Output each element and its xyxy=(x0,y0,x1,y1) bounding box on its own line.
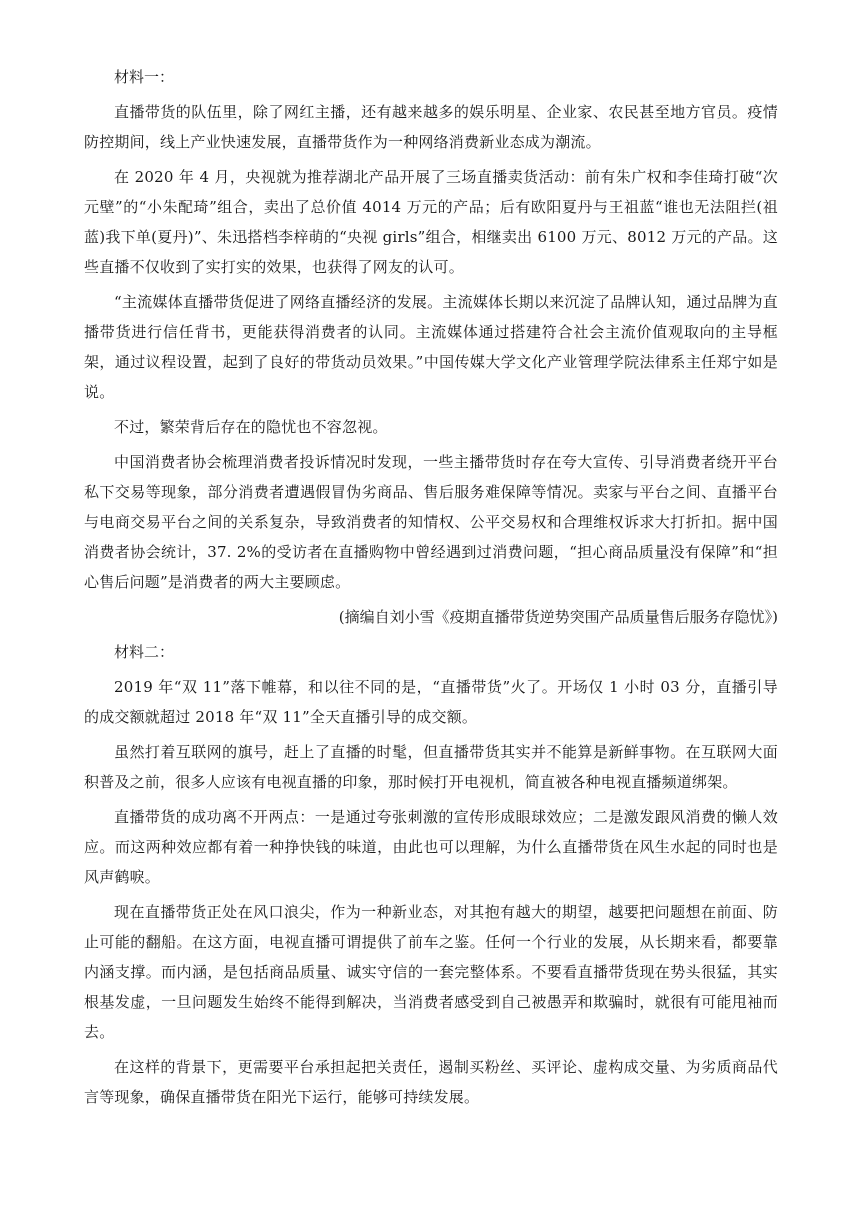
paragraph: 在 2020 年 4 月，央视就为推荐湖北产品开展了三场直播卖货活动：前有朱广权和李佳琦打破“次元壁”的“小朱配琦”组合，卖出了总价值 4014 万元的产品；后有欧阳夏丹与王祖蓝“谁也无法阻拦(祖蓝)我下单(夏丹)”、朱迅搭档李梓萌的“央视 girls”组合，相继卖出 6100 万元、8012 万元的产品。这些直播不仅收到了实打实的效果，也获得了网友的认可。 xyxy=(84,168,778,276)
material-two-heading: 材料二： xyxy=(114,643,175,661)
paragraph: “主流媒体直播带货促进了网络直播经济的发展。主流媒体长期以来沉淀了品牌认知，通过品牌为直播带货进行信任背书，更能获得消费者的认同。主流媒体通过搭建符合社会主流价值观取向的主导框架，通过议程设置，起到了良好的带货动员效果。”中国传媒大学文化产业管理学院法律系主任郑宁如是说。 xyxy=(84,293,778,401)
document-page xyxy=(84,62,778,1117)
paragraph: 现在直播带货正处在风口浪尖，作为一种新业态，对其抱有越大的期望，越要把问题想在前面、防止可能的翻船。在这方面，电视直播可谓提供了前车之鉴。任何一个行业的发展，从长期来看，都要靠内涵支撑。而内涵，是包括商品质量、诚实守信的一套完整体系。不要看直播带货现在势头很猛，其实根基发虚，一旦问题发生始终不能得到解决，当消费者感受到自己被愚弄和欺骗时，就很有可能甩袖而去。 xyxy=(84,903,778,1041)
paragraph: 在这样的背景下，更需要平台承担起把关责任，遏制买粉丝、买评论、虚构成交量、为劣质商品代言等现象，确保直播带货在阳光下运行，能够可持续发展。 xyxy=(84,1058,778,1106)
paragraph: 直播带货的成功离不开两点：一是通过夸张刺激的宣传形成眼球效应；二是激发跟风消费的懒人效应。而这两种效应都有着一种挣快钱的味道，由此也可以理解，为什么直播带货在风生水起的同时也是风声鹤唳。 xyxy=(84,808,778,886)
paragraph: 中国消费者协会梳理消费者投诉情况时发现，一些主播带货时存在夸大宣传、引导消费者绕开平台私下交易等现象，部分消费者遭遇假冒伪劣商品、售后服务难保障等情况。卖家与平台之间、直播平台与电商交易平台之间的关系复杂，导致消费者的知情权、公平交易权和合理维权诉求大打折扣。据中国消费者协会统计，37. 2%的受访者在直播购物中曾经遇到过消费问题，“担心商品质量没有保障”和“担心售后问题”是消费者的两大主要顾虑。 xyxy=(84,453,778,591)
paragraph: 不过，繁荣背后存在的隐忧也不容忽视。 xyxy=(114,418,388,436)
paragraph: 直播带货的队伍里，除了网红主播，还有越来越多的娱乐明星、企业家、农民甚至地方官员。疫情防控期间，线上产业快速发展，直播带货作为一种网络消费新业态成为潮流。 xyxy=(84,103,778,151)
source-citation: (摘编自刘小雪《疫期直播带货逆势突围产品质量售后服务存隐忧》) xyxy=(338,608,778,626)
paragraph: 虽然打着互联网的旗号，赶上了直播的时髦，但直播带货其实并不能算是新鲜事物。在互联网大面积普及之前，很多人应该有电视直播的印象，那时候打开电视机，简直被各种电视直播频道绑架。 xyxy=(84,743,778,791)
material-one-heading: 材料一： xyxy=(114,68,175,86)
paragraph: 2019 年“双 11”落下帷幕，和以往不同的是，“直播带货”火了。开场仅 1 小时 03 分，直播引导的成交额就超过 2018 年“双 11”全天直播引导的成交额。 xyxy=(84,678,778,726)
